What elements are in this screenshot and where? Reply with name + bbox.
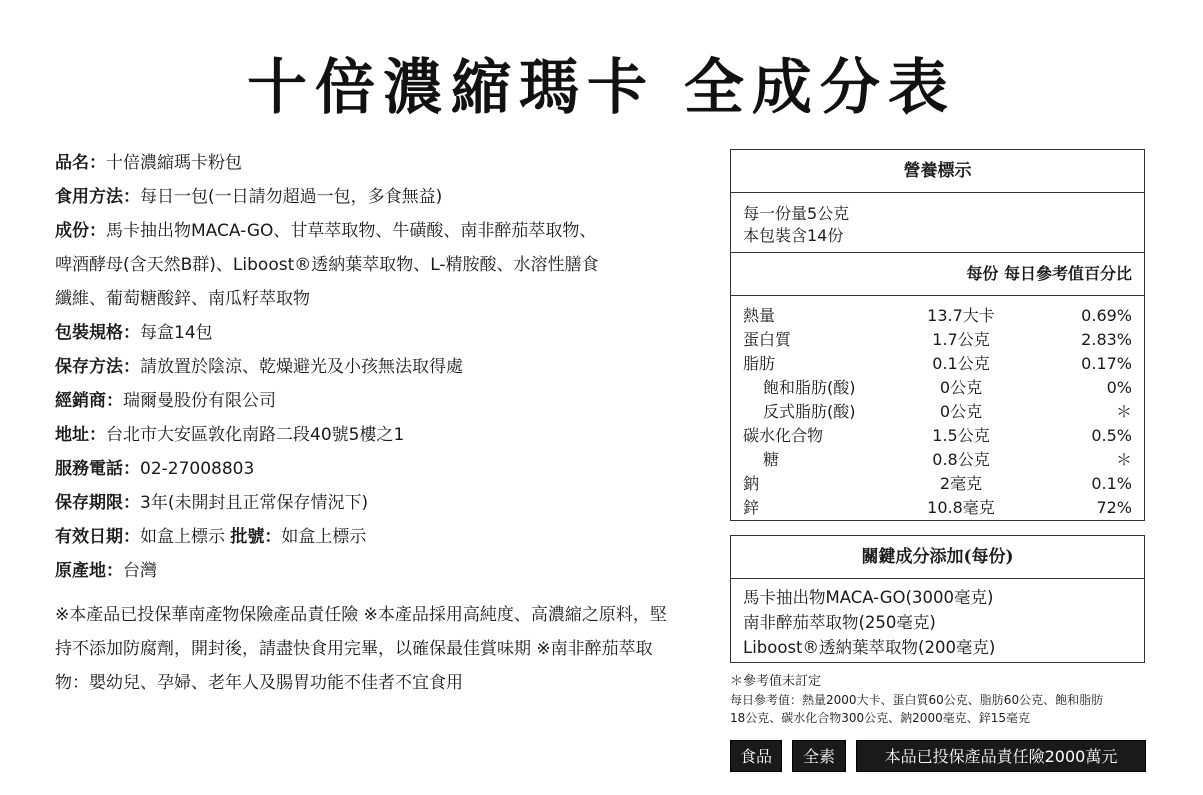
nutrient-name: 飽和脂肪(酸) xyxy=(763,378,856,397)
key-ingredient-item: 南非醉茄萃取物(250毫克) xyxy=(743,613,936,632)
nutrition-row xyxy=(731,376,1144,400)
key-ingredient-item: 馬卡抽出物MACA-GO(3000毫克) xyxy=(743,588,994,607)
info-key: 服務電話 xyxy=(55,459,123,479)
tag-vegan: 全素 xyxy=(792,740,846,772)
nutrition-rows xyxy=(731,296,1144,520)
info-usage: 食用方法：每日一包(一日請勿超過一包，多食無益) xyxy=(55,187,443,207)
serving-size: 每一份量5公克 xyxy=(743,204,850,223)
nutrient-name: 脂肪 xyxy=(743,354,776,373)
info-key: 地址 xyxy=(55,425,89,445)
key-ingredients-header: 關鍵成分添加(每份) xyxy=(731,536,1144,579)
key-ingredients-box xyxy=(730,535,1145,663)
nutrition-header: 營養標示 xyxy=(731,150,1144,193)
info-key: 包裝規格 xyxy=(55,323,123,343)
key-ingredients-list xyxy=(731,579,1144,660)
nutrient-name: 熱量 xyxy=(743,306,776,325)
nutrient-amount: 0公克 xyxy=(939,402,983,421)
page-title: 十倍濃縮瑪卡 全成分表 xyxy=(247,53,956,123)
product-info xyxy=(55,146,695,588)
info-key: 經銷商 xyxy=(55,391,106,411)
info-value: 台北市大安區敦化南路二段40號5樓之1 xyxy=(106,425,405,445)
info-expiry: 有效日期：如盒上標示 批號：如盒上標示 xyxy=(55,527,367,547)
info-value: 台灣 xyxy=(123,561,157,581)
nutrient-amount: 0.1公克 xyxy=(932,354,990,373)
info-key: 有效日期 xyxy=(55,527,123,547)
nutrient-amount: 10.8毫克 xyxy=(927,498,995,517)
nutrient-percent: 0.5% xyxy=(1091,426,1132,445)
nutrient-name: 鋅 xyxy=(743,498,760,517)
info-ingredients: 成份：馬卡抽出物MACA-GO、甘草萃取物、牛磺酸、南非醉茄萃取物、 xyxy=(55,221,597,241)
nutrition-row xyxy=(731,496,1144,520)
info-value: 如盒上標示 xyxy=(281,527,367,547)
info-name: 品名：十倍濃縮瑪卡粉包 xyxy=(55,153,242,173)
nutrient-name: 蛋白質 xyxy=(743,330,792,349)
nutrient-percent: 72% xyxy=(1096,498,1132,517)
nutrition-row xyxy=(731,304,1144,328)
nutrition-row xyxy=(731,472,1144,496)
nutrient-percent: 0.17% xyxy=(1081,354,1132,373)
info-value: 瑞爾曼股份有限公司 xyxy=(123,391,276,411)
info-value: 每盒14包 xyxy=(140,323,213,343)
info-address: 地址：台北市大安區敦化南路二段40號5樓之1 xyxy=(55,425,405,445)
info-distributor: 經銷商：瑞爾曼股份有限公司 xyxy=(55,391,276,411)
info-key: 品名 xyxy=(55,153,89,173)
nutrient-amount: 0公克 xyxy=(939,378,983,397)
reference-note xyxy=(730,673,1150,727)
nutrition-row xyxy=(731,352,1144,376)
nutrient-percent: 0.1% xyxy=(1091,474,1132,493)
serving-info xyxy=(731,193,1144,253)
reference-line: 18公克、碳水化合物300公克、鈉2000毫克、鋅15毫克 xyxy=(730,711,1030,725)
info-storage: 保存方法：請放置於陰涼、乾燥避光及小孩無法取得處 xyxy=(55,357,463,377)
notice-text: ※本產品已投保華南產物保險產品責任險 ※本產品採用高純度、高濃縮之原料，堅持不添加防腐劑，開封後，請盡快食用完畢，以確保最佳賞味期 ※南非醉茄萃取物：嬰幼兒、孕婦、老年人及腸胃功能不佳者不宜食用 xyxy=(55,605,667,693)
info-value: 3年(未開封且正常保存情況下) xyxy=(140,493,369,513)
tag-food: 食品 xyxy=(730,740,782,772)
nutrition-row xyxy=(731,400,1144,424)
info-phone: 服務電話：02-27008803 xyxy=(55,459,255,479)
info-spec: 包裝規格：每盒14包 xyxy=(55,323,213,343)
nutrient-percent: 2.83% xyxy=(1081,330,1132,349)
info-shelf-life: 保存期限：3年(未開封且正常保存情況下) xyxy=(55,493,369,513)
info-key: 保存期限 xyxy=(55,493,123,513)
nutrient-percent: ＊ xyxy=(1115,402,1132,421)
key-ingredient-item: Liboost®透納葉萃取物(200毫克) xyxy=(743,638,996,657)
nutrition-row xyxy=(731,448,1144,472)
info-value: 馬卡抽出物MACA-GO、甘草萃取物、牛磺酸、南非醉茄萃取物、 xyxy=(106,221,597,241)
info-key: 批號 xyxy=(230,527,265,547)
nutrient-amount: 0.8公克 xyxy=(932,450,990,469)
nutrient-name: 糖 xyxy=(763,450,780,469)
nutrient-amount: 1.5公克 xyxy=(932,426,990,445)
nutrient-name: 反式脂肪(酸) xyxy=(763,402,856,421)
nutrition-table xyxy=(730,149,1145,521)
reference-star-note: ＊參考值未訂定 xyxy=(730,674,822,689)
nutrition-row xyxy=(731,424,1144,448)
info-value: 十倍濃縮瑪卡粉包 xyxy=(106,153,242,173)
reference-line: 每日參考值：熱量2000大卡、蛋白質60公克、脂肪60公克、飽和脂肪 xyxy=(730,693,1104,707)
info-ingredients-cont: 啤酒酵母(含天然B群)、Liboost®透納葉萃取物、L-精胺酸、水溶性膳食 xyxy=(55,255,599,275)
nutrient-percent: ＊ xyxy=(1115,450,1132,469)
info-key: 保存方法 xyxy=(55,357,123,377)
tag-insurance: 本品已投保產品責任險2000萬元 xyxy=(856,740,1146,772)
nutrient-name: 碳水化合物 xyxy=(743,426,824,445)
nutrition-column-header: 每份 每日參考值百分比 xyxy=(731,253,1144,296)
info-value: 如盒上標示 xyxy=(140,527,225,547)
info-key: 原產地 xyxy=(55,561,106,581)
nutrient-amount: 1.7公克 xyxy=(932,330,990,349)
info-value: 請放置於陰涼、乾燥避光及小孩無法取得處 xyxy=(140,357,463,377)
servings-per-pack: 本包裝含14份 xyxy=(743,226,844,245)
nutrient-percent: 0.69% xyxy=(1081,306,1132,325)
info-ingredients-cont: 纖維、葡萄糖酸鋅、南瓜籽萃取物 xyxy=(55,289,310,309)
nutrient-percent: 0% xyxy=(1106,378,1132,397)
nutrient-amount: 13.7大卡 xyxy=(927,306,995,325)
nutrient-name: 鈉 xyxy=(743,474,760,493)
info-key: 成份 xyxy=(55,221,89,241)
info-value: 每日一包(一日請勿超過一包，多食無益) xyxy=(140,187,443,207)
nutrition-row xyxy=(731,328,1144,352)
info-value: 02-27008803 xyxy=(140,459,255,479)
nutrient-amount: 2毫克 xyxy=(939,474,983,493)
info-origin: 原產地：台灣 xyxy=(55,561,157,581)
info-key: 食用方法 xyxy=(55,187,123,207)
